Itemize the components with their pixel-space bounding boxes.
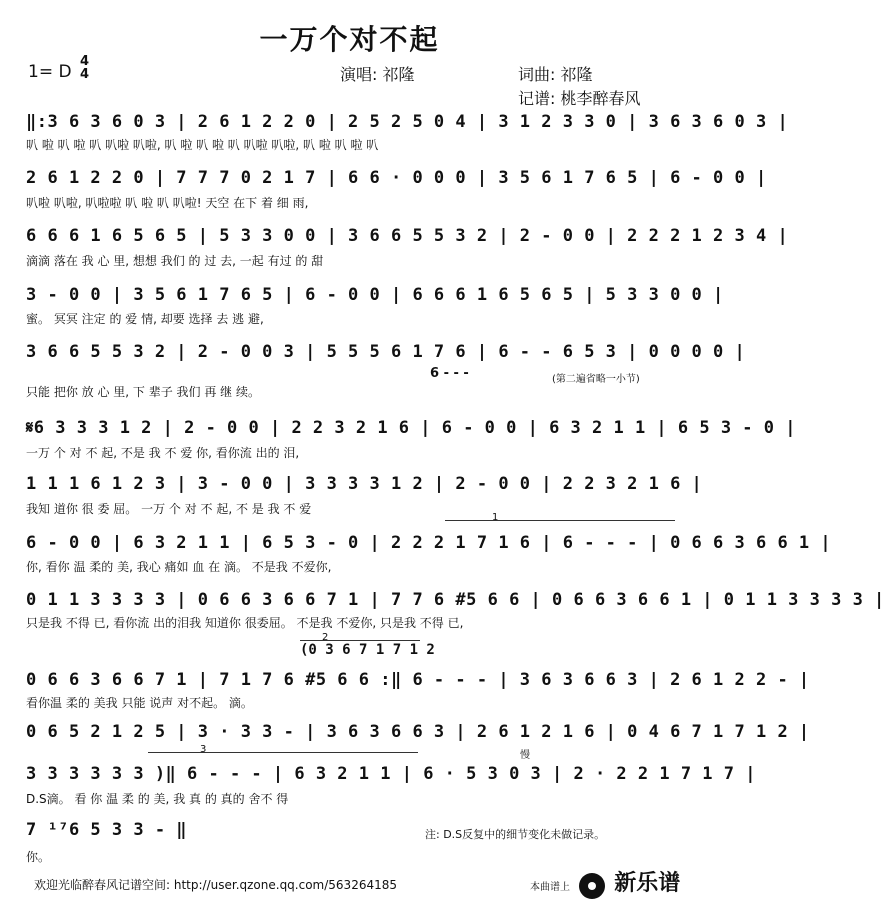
score-row-4: 3 - 0 0 | 3 5 6 1 7 6 5 | 6 - 0 0 | 6 6 6 1 6 5 6 5 | 5 3 3 0 0 | xyxy=(26,285,724,305)
score-row-5: 3 6 6 5 5 3 2 | 2 - 0 0 3 | 5 5 5 6 1 7 6 | 6 - - 6 5 3 | 0 0 0 0 | xyxy=(26,342,746,362)
lyric-row-9: 只是我 不得 已, 看你流 出的泪我 知道你 很委屈。 不是我 不爱你, 只是我 不得 已, xyxy=(26,616,464,630)
score-row-11: 0 6 5 2 1 2 5 | 3 · 3 3 - | 3 6 3 6 6 3 | 2 6 1 2 1 6 | 0 4 6 7 1 7 1 2 | xyxy=(26,722,810,742)
score-row-8: 6 - 0 0 | 6 3 2 1 1 | 6 5 3 - 0 | 2 2 2 1 7 1 6 | 6 - - - | 0 6 6 3 6 6 1 | xyxy=(26,533,832,553)
score-row-10: 0 6 6 3 6 6 7 1 | 7 1 7 6 #5 6 6 :‖ 6 - - - | 3 6 3 6 6 3 | 2 6 1 2 2 - | xyxy=(26,670,810,690)
footer-link[interactable]: 欢迎光临醉春风记谱空间: http://user.qzone.qq.com/563264185 xyxy=(34,878,398,892)
volta-2-label: 2 xyxy=(322,632,329,643)
volta-2-notes: (0 3 6 7 1 7 1 2 xyxy=(300,642,435,658)
composer-credit: 词曲: 祁隆 xyxy=(518,65,593,84)
tempo-mark: 慢 xyxy=(520,750,530,761)
lyric-row-1: 叭 啦 叭 啦 叭 叭啦 叭啦, 叭 啦 叭 啦 叭 叭啦 叭啦, 叭 啦 叭 啦 叭 xyxy=(26,138,379,152)
lyric-row-7: 我知 道你 很 委 屈。 一万 个 对 不 起, 不 是 我 不 爱 xyxy=(26,502,312,516)
transcriber-credit: 记谱: 桃李醉春风 xyxy=(518,89,641,108)
score-row-3: 6 6 6 1 6 5 6 5 | 5 3 3 0 0 | 3 6 6 5 5 3 2 | 2 - 0 0 | 2 2 2 1 2 3 4 | xyxy=(26,226,789,246)
time-sig-top: 4 xyxy=(80,54,90,69)
lyric-row-4: 蜜。 冥冥 注定 的 爱 情, 却要 选择 去 逃 避, xyxy=(26,312,264,326)
score-row-13: 7 ¹⁷6 5 3 3 - ‖ xyxy=(26,820,188,840)
song-title: 一万个对不起 xyxy=(259,23,440,56)
lyric-row-12: D.S滴。 看 你 温 柔 的 美, 我 真 的 真的 舍不 得 xyxy=(26,792,289,806)
volta-1-line xyxy=(445,520,675,521)
lyric-row-13: 你。 xyxy=(26,850,51,864)
volta-2-line xyxy=(300,640,420,641)
score-row-12: 3 3 3 3 3 3 )‖ 6 - - - | 6 3 2 1 1 | 6 · 5 3 0 3 | 2 · 2 2 1 7 1 7 | xyxy=(26,764,756,784)
volta-1-label: 1 xyxy=(492,512,499,523)
lyric-row-6: 一万 个 对 不 起, 不是 我 不 爱 你, 看你流 出的 泪, xyxy=(26,446,300,460)
lyric-row-10: 看你温 柔的 美我 只能 说声 对不起。 滴。 xyxy=(26,696,253,710)
score-row-9: 0 1 1 3 3 3 3 | 0 6 6 3 6 6 7 1 | 7 7 6 #5 6 6 | 0 6 6 3 6 6 1 | 0 1 1 3 3 3 3 | xyxy=(26,590,885,610)
score-row-2: 2 6 1 2 2 0 | 7 7 7 0 2 1 7 | 6 6 · 0 0 0 | 3 5 6 1 7 6 5 | 6 - 0 0 | xyxy=(26,168,767,188)
triplet-label: 3 xyxy=(200,744,207,755)
key-signature: 1= D xyxy=(28,62,72,82)
lyric-row-5: 只能 把你 放 心 里, 下 辈子 我们 再 继 续。 xyxy=(26,385,260,399)
vinyl-disc-icon xyxy=(579,873,605,899)
score-row-6: 𝄋6 3 3 3 1 2 | 2 - 0 0 | 2 2 3 2 1 6 | 6 - 0 0 | 6 3 2 1 1 | 6 5 3 - 0 | xyxy=(26,418,796,438)
transcription-note: 注: D.S反复中的细节变化未做记录。 xyxy=(425,828,606,841)
ending-bracket-note: (第二遍省略一小节) xyxy=(552,374,640,385)
brand-name: 新乐谱 xyxy=(614,871,681,896)
score-row-1: ‖:3 6 3 6 0 3 | 2 6 1 2 2 0 | 2 5 2 5 0 4 | 3 1 2 3 3 0 | 3 6 3 6 0 3 | xyxy=(26,112,789,132)
lyric-row-8: 你, 看你 温 柔的 美, 我心 痛如 血 在 滴。 不是我 不爱你, xyxy=(26,560,332,574)
time-sig-bottom: 4 xyxy=(80,67,90,82)
singer-credit: 演唱: 祁隆 xyxy=(340,65,415,84)
score-row-7: 1 1 1 6 1 2 3 | 3 - 0 0 | 3 3 3 3 1 2 | 2 - 0 0 | 2 2 3 2 1 6 | xyxy=(26,474,703,494)
lyric-row-2: 叭啦 叭啦, 叭啦啦 叭 啦 叭 叭啦! 天空 在下 着 细 雨, xyxy=(26,196,309,210)
lyric-row-3: 滴滴 落在 我 心 里, 想想 我们 的 过 去, 一起 有过 的 甜 xyxy=(26,254,324,268)
triplet-line xyxy=(148,752,418,753)
brand-label: 本曲谱上 xyxy=(530,882,570,893)
brand-logo xyxy=(530,866,680,899)
ending-mark: 6 - - - xyxy=(430,366,469,381)
time-signature xyxy=(80,55,89,81)
